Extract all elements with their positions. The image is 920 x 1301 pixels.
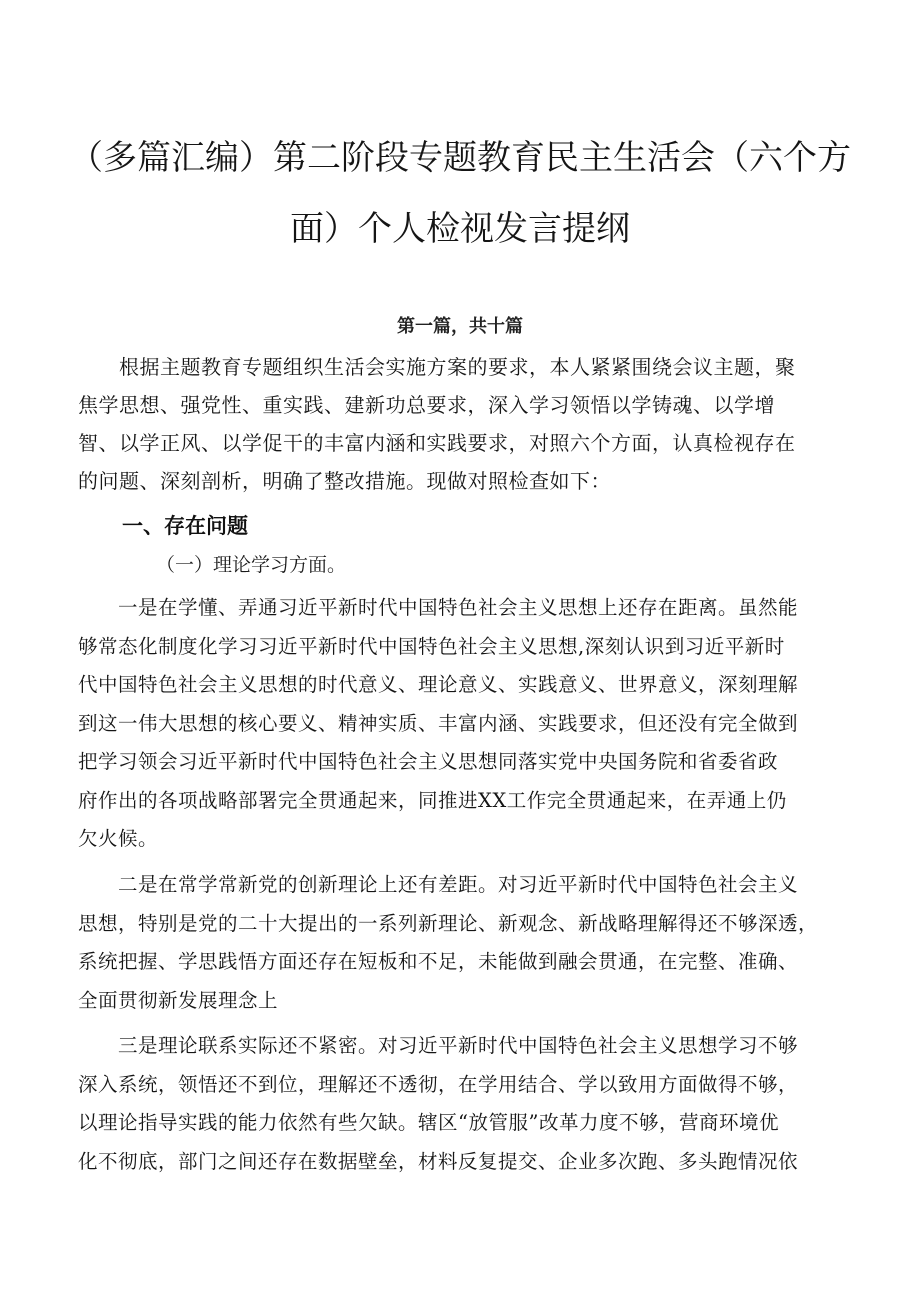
paragraph-line: 全面贯彻新发展理念上 <box>78 988 279 1012</box>
point-3-paragraph <box>78 1027 850 1181</box>
intro-line: 智、以学正风、以学促干的丰富内涵和实践要求，对照六个方面，认真检视存在 <box>78 431 796 455</box>
document-title-line-1: （多篇汇编）第二阶段专题教育民主生活会（六个方 <box>69 138 851 178</box>
paragraph-line: 二是在常学常新党的创新理论上还有差距。对习近平新时代中国特色社会主义 <box>78 873 799 896</box>
intro-line: 的问题、深刻剖析，明确了整改措施。现做对照检查如下： <box>78 469 611 493</box>
paragraph-line: 深入系统，领悟还不到位，理解还不透彻，在学用结合、学以致用方面做得不够， <box>78 1072 799 1096</box>
intro-line: 根据主题教育专题组织生活会实施方案的要求，本人紧紧围绕会议主题，聚 <box>78 355 796 379</box>
section-heading: 一、存在问题 <box>122 514 248 538</box>
paragraph-line: 系统把握、学思践悟方面还存在短板和不足，未能做到融会贯通，在完整、准确、 <box>78 950 799 973</box>
paragraph-line: 够常态化制度化学习习近平新时代中国特色社会主义思想,深刻认识到习近平新时 <box>78 634 785 658</box>
paragraph-line: 代中国特色社会主义思想的时代意义、理论意义、实践意义、世界意义，深刻理解 <box>78 673 799 696</box>
paragraph-line: 把学习领会习近平新时代中国特色社会主义思想同落实党中央国务院和省委省政 <box>78 750 779 773</box>
paragraph-line: 到这一伟大思想的核心要义、精神实质、丰富内涵、实践要求，但还没有完全做到 <box>78 711 799 735</box>
intro-paragraph <box>78 348 850 500</box>
document-title-line-2: 面）个人检视发言提纲 <box>290 209 630 249</box>
point-2-paragraph <box>78 866 850 1020</box>
paragraph-line: 以理论指导实践的能力依然有些欠缺。辖区“放管服”改革力度不够，营商环境优 <box>78 1111 779 1134</box>
paragraph-line: 一是在学懂、弄通习近平新时代中国特色社会主义思想上还存在距离。虽然能 <box>78 596 799 619</box>
paragraph-line: 府作出的各项战略部署完全贯通起来，同推进XX工作完全贯通起来，在弄通上仍 <box>78 788 787 812</box>
paragraph-line: 三是理论联系实际还不紧密。对习近平新时代中国特色社会主义思想学习不够 <box>78 1034 799 1057</box>
intro-line: 焦学思想、强党性、重实践、建新功总要求，深入学习领悟以学铸魂、以学增 <box>78 393 775 417</box>
point-1-paragraph <box>78 589 850 859</box>
paragraph-line: 欠火候。 <box>78 827 159 850</box>
paragraph-line: 化不彻底，部门之间还存在数据壁垒，材料反复提交、企业多次跑、多头跑情况依 <box>78 1149 799 1173</box>
part-label: 第一篇，共十篇 <box>397 316 523 337</box>
paragraph-line: 思想，特别是党的二十大提出的一系列新理论、新观念、新战略理解得还不够深透， <box>78 911 819 935</box>
subsection-heading: （一）理论学习方面。 <box>156 554 347 576</box>
